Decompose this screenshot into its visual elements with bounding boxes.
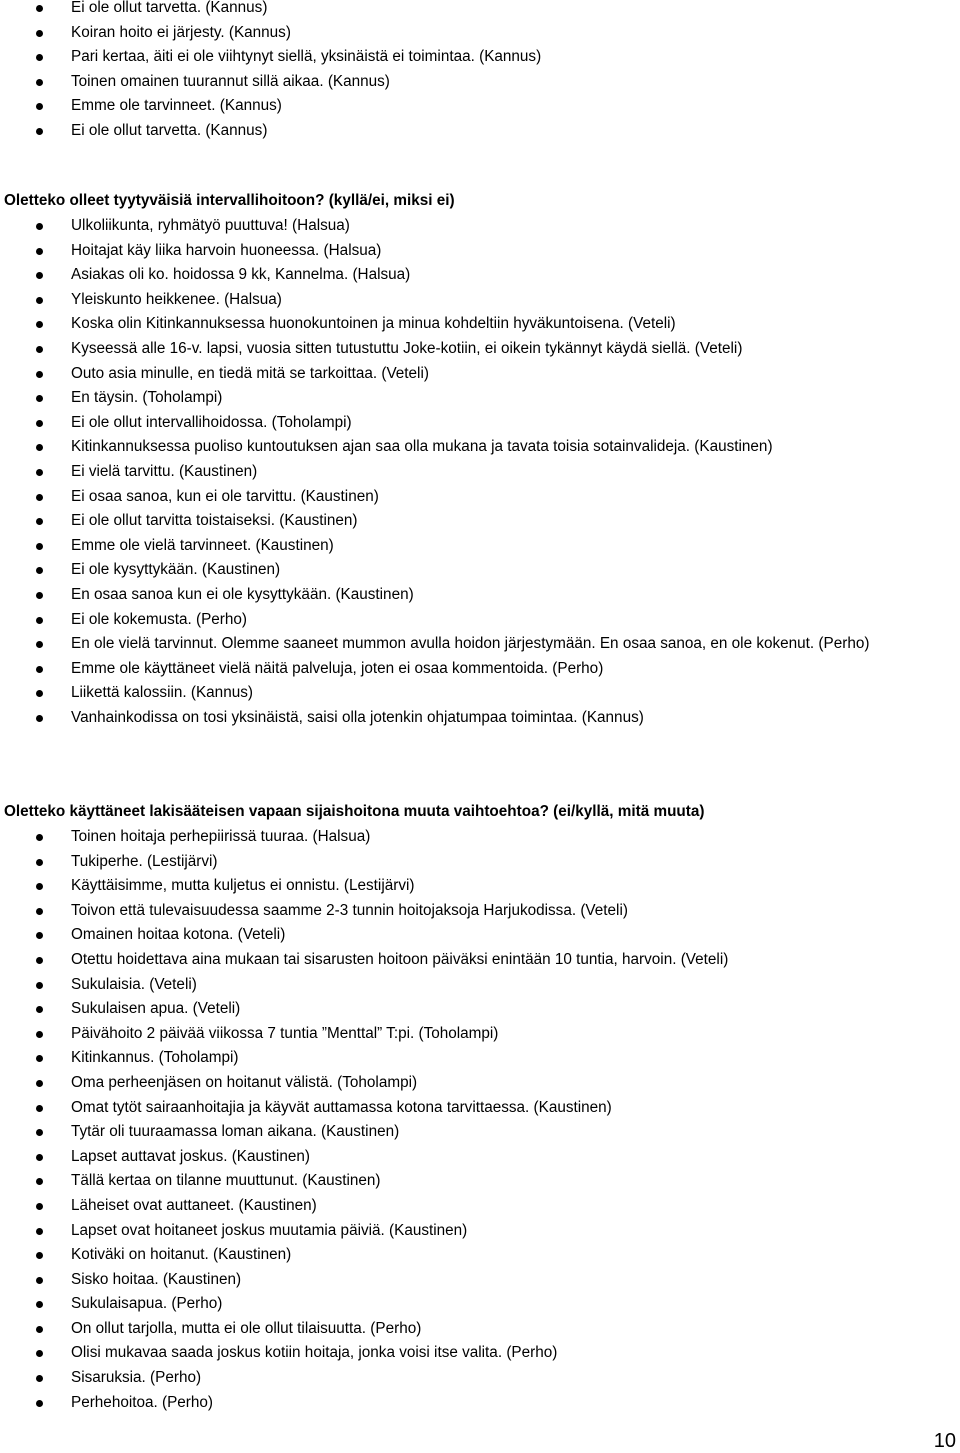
list-item: Lapset ovat hoitaneet joskus muutamia päiviä. (Kaustinen) — [0, 1219, 960, 1244]
list-item: Sukulaisia. (Veteli) — [0, 973, 960, 998]
list-item: Ei ole kokemusta. (Perho) — [0, 608, 960, 633]
list-item: Sukulaisen apua. (Veteli) — [0, 997, 960, 1022]
list-item: Vanhainkodissa on tosi yksinäistä, saisi olla jotenkin ohjatumpaa toimintaa. (Kannus) — [0, 706, 960, 731]
list-item: Ei ole ollut tarvitta toistaiseksi. (Kaustinen) — [0, 509, 960, 534]
list-item: Toinen hoitaja perhepiirissä tuuraa. (Halsua) — [0, 825, 960, 850]
bullet-icon — [36, 1203, 43, 1210]
bullet-icon — [36, 272, 43, 279]
list-item: Kotiväki on hoitanut. (Kaustinen) — [0, 1243, 960, 1268]
list-item: Olisi mukavaa saada joskus kotiin hoitaja, jonka voisi itse valita. (Perho) — [0, 1341, 960, 1366]
list-item: Sisko hoitaa. (Kaustinen) — [0, 1268, 960, 1293]
list-item: Tytär oli tuuraamassa loman aikana. (Kaustinen) — [0, 1120, 960, 1145]
list-item: Omainen hoitaa kotona. (Veteli) — [0, 923, 960, 948]
bullet-icon — [36, 883, 43, 890]
bullet-icon — [36, 1350, 43, 1357]
bullet-icon — [36, 592, 43, 599]
list-item: Sukulaisapua. (Perho) — [0, 1292, 960, 1317]
bullet-icon — [36, 543, 43, 550]
bullet-icon — [36, 79, 43, 86]
list-item: Ei vielä tarvittu. (Kaustinen) — [0, 460, 960, 485]
bullet-icon — [36, 1006, 43, 1013]
list-item: Pari kertaa, äiti ei ole viihtynyt siellä, yksinäistä ei toimintaa. (Kannus) — [0, 45, 960, 70]
bullet-icon — [36, 1080, 43, 1087]
list-item: Käyttäisimme, mutta kuljetus ei onnistu. (Lestijärvi) — [0, 874, 960, 899]
bullet-icon — [36, 518, 43, 525]
bullet-icon — [36, 1400, 43, 1407]
list-item: Perhehoitoa. (Perho) — [0, 1391, 960, 1416]
bullet-icon — [36, 30, 43, 37]
list-item: Kitinkannuksessa puoliso kuntoutuksen ajan saa olla mukana ja tavata toisia sotainvalideja. (Kaustinen) — [0, 435, 960, 460]
bullet-icon — [36, 1301, 43, 1308]
list-item: Koiran hoito ei järjesty. (Kannus) — [0, 21, 960, 46]
list-item: Toinen omainen tuurannut sillä aikaa. (Kannus) — [0, 70, 960, 95]
list-item: Ei ole ollut tarvetta. (Kannus) — [0, 0, 960, 21]
bullet-icon — [36, 982, 43, 989]
list-item: Toivon että tulevaisuudessa saamme 2-3 tunnin hoitojaksoja Harjukodissa. (Veteli) — [0, 899, 960, 924]
list-item: Sisaruksia. (Perho) — [0, 1366, 960, 1391]
list-item: Hoitajat käy liika harvoin huoneessa. (Halsua) — [0, 239, 960, 264]
list-item: Emme ole käyttäneet vielä näitä palveluja, joten ei osaa kommentoida. (Perho) — [0, 657, 960, 682]
list-item: Koska olin Kitinkannuksessa huonokuntoinen ja minua kohdeltiin hyväkuntoisena. (Veteli) — [0, 312, 960, 337]
bullet-icon — [36, 715, 43, 722]
list-item: En osaa sanoa kun ei ole kysyttykään. (Kaustinen) — [0, 583, 960, 608]
bullet-icon — [36, 1105, 43, 1112]
bullet-icon — [36, 103, 43, 110]
list-item: Liikettä kalossiin. (Kannus) — [0, 681, 960, 706]
answer-list-sijaishoito — [0, 825, 960, 1415]
list-item: Päivähoito 2 päivää viikossa 7 tuntia ”Menttal” T:pi. (Toholampi) — [0, 1022, 960, 1047]
list-item: Otettu hoidettava aina mukaan tai sisarusten hoitoon päiväksi enintään 10 tuntia, harvoin. (Veteli) — [0, 948, 960, 973]
list-item: Ei ole ollut tarvetta. (Kannus) — [0, 119, 960, 144]
bullet-icon — [36, 908, 43, 915]
list-item: En täysin. (Toholampi) — [0, 386, 960, 411]
list-item: Ei ole ollut intervallihoidossa. (Toholampi) — [0, 411, 960, 436]
list-item: Kitinkannus. (Toholampi) — [0, 1046, 960, 1071]
bullet-icon — [36, 128, 43, 135]
list-item: Kyseessä alle 16-v. lapsi, vuosia sitten tutustuttu Joke-kotiin, ei oikein tykännyt käydä siellä. (Veteli) — [0, 337, 960, 362]
bullet-icon — [36, 248, 43, 255]
bullet-icon — [36, 223, 43, 230]
bullet-icon — [36, 321, 43, 328]
bullet-icon — [36, 1375, 43, 1382]
bullet-icon — [36, 1326, 43, 1333]
bullet-icon — [36, 1154, 43, 1161]
list-item: Lapset auttavat joskus. (Kaustinen) — [0, 1145, 960, 1170]
bullet-icon — [36, 297, 43, 304]
list-item: Tukiperhe. (Lestijärvi) — [0, 850, 960, 875]
list-item: Läheiset ovat auttaneet. (Kaustinen) — [0, 1194, 960, 1219]
question-heading-sijaishoito: Oletteko käyttäneet lakisääteisen vapaan sijaishoitona muuta vaihtoehtoa? (ei/kyllä, mitä muuta) — [4, 803, 705, 820]
bullet-icon — [36, 444, 43, 451]
list-item: Asiakas oli ko. hoidossa 9 kk, Kannelma. (Halsua) — [0, 263, 960, 288]
bullet-icon — [36, 567, 43, 574]
bullet-icon — [36, 420, 43, 427]
list-item: Ei ole kysyttykään. (Kaustinen) — [0, 558, 960, 583]
bullet-icon — [36, 932, 43, 939]
page-number: 10 — [933, 1430, 956, 1452]
bullet-icon — [36, 834, 43, 841]
bullet-icon — [36, 690, 43, 697]
list-item: Outo asia minulle, en tiedä mitä se tarkoittaa. (Veteli) — [0, 362, 960, 387]
list-item: Tällä kertaa on tilanne muuttunut. (Kaustinen) — [0, 1169, 960, 1194]
list-item: On ollut tarjolla, mutta ei ole ollut tilaisuutta. (Perho) — [0, 1317, 960, 1342]
bullet-icon — [36, 1129, 43, 1136]
list-item: Ei osaa sanoa, kun ei ole tarvittu. (Kaustinen) — [0, 485, 960, 510]
list-item: Omat tytöt sairaanhoitajia ja käyvät auttamassa kotona tarvittaessa. (Kaustinen) — [0, 1096, 960, 1121]
bullet-icon — [36, 641, 43, 648]
bullet-icon — [36, 1228, 43, 1235]
bullet-icon — [36, 5, 43, 12]
bullet-icon — [36, 859, 43, 866]
list-item: Yleiskunto heikkenee. (Halsua) — [0, 288, 960, 313]
bullet-icon — [36, 666, 43, 673]
bullet-icon — [36, 494, 43, 501]
bullet-icon — [36, 1252, 43, 1259]
answer-list-intervallihoito — [0, 214, 960, 730]
list-item: Oma perheenjäsen on hoitanut välistä. (Toholampi) — [0, 1071, 960, 1096]
list-item: En ole vielä tarvinnut. Olemme saaneet mummon avulla hoidon järjestymään. En osaa sanoa, en ole kokenut. (Perho) — [0, 632, 960, 657]
bullet-icon — [36, 1178, 43, 1185]
bullet-icon — [36, 54, 43, 61]
bullet-icon — [36, 957, 43, 964]
list-item: Ulkoliikunta, ryhmätyö puuttuva! (Halsua) — [0, 214, 960, 239]
bullet-icon — [36, 371, 43, 378]
bullet-icon — [36, 469, 43, 476]
question-heading-intervallihoito: Oletteko olleet tyytyväisiä intervallihoitoon? (kyllä/ei, miksi ei) — [4, 192, 455, 209]
bullet-icon — [36, 395, 43, 402]
list-item: Emme ole tarvinneet. (Kannus) — [0, 94, 960, 119]
bullet-icon — [36, 346, 43, 353]
list-item: Emme ole vielä tarvinneet. (Kaustinen) — [0, 534, 960, 559]
answer-list-continued — [0, 0, 960, 144]
bullet-icon — [36, 1055, 43, 1062]
bullet-icon — [36, 617, 43, 624]
bullet-icon — [36, 1277, 43, 1284]
bullet-icon — [36, 1031, 43, 1038]
